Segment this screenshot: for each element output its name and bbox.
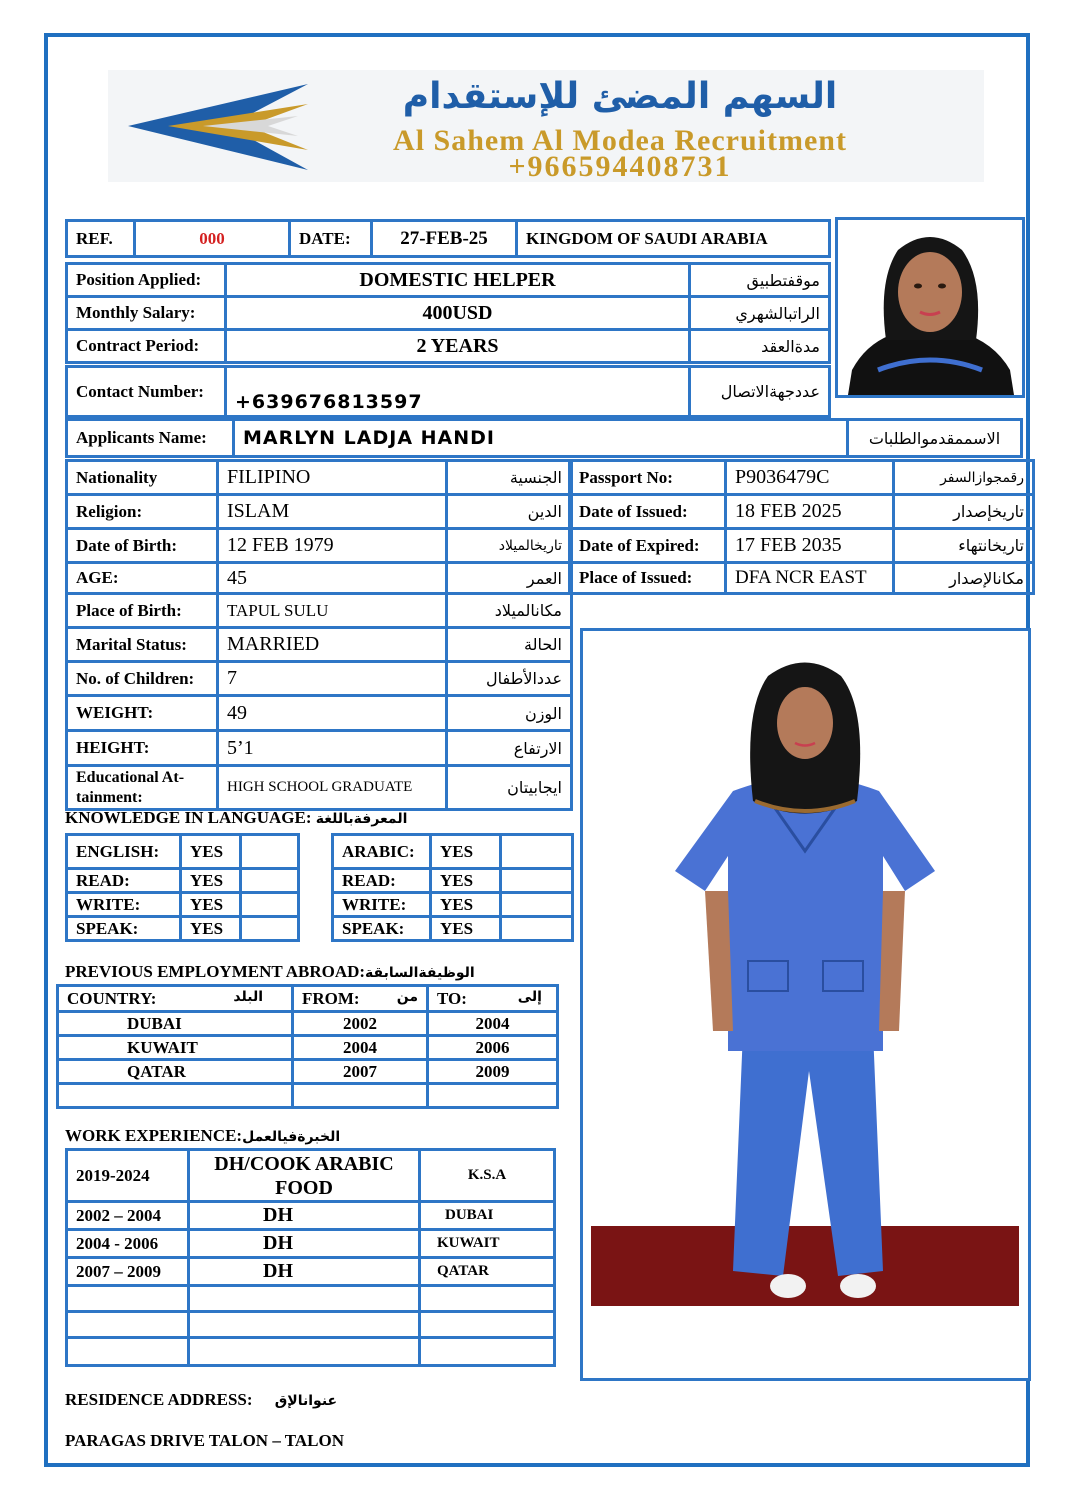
experience-title-ar: الخبرةفيالعمل [242, 1129, 341, 1145]
language-extra-cell [501, 869, 573, 893]
employment-table [56, 984, 559, 1109]
employment-title-ar: الوظيفةالسابقة [365, 965, 475, 981]
language-value: YES [431, 869, 501, 893]
passport-label-ar: مكانالإصدار [894, 563, 1034, 594]
personal-label: No. of Children: [67, 662, 218, 696]
experience-place: KUWAIT [420, 1230, 555, 1258]
contract-value: 2 YEARS [226, 330, 690, 363]
language-label: READ: [67, 869, 181, 893]
experience-title: WORK EXPERIENCE: [65, 1126, 243, 1145]
country-label: KINGDOM OF SAUDI ARABIA [517, 221, 830, 257]
passport-label: Passport No: [570, 461, 726, 495]
arabic-language-table [331, 833, 574, 942]
applicant-portrait-photo [835, 217, 1025, 398]
personal-label: Marital Status: [67, 628, 218, 662]
passport-value: P9036479C [726, 461, 894, 495]
address-label-row [65, 1390, 337, 1410]
company-name-arabic: السهم المضئ للإستقدام [402, 76, 838, 117]
language-label: SPEAK: [333, 917, 431, 941]
experience-empty-cell [67, 1312, 189, 1338]
passport-label: Date of Issued: [570, 495, 726, 529]
country-header-label: COUNTRY: [67, 988, 157, 1008]
employment-empty-cell [293, 1084, 428, 1108]
experience-empty-cell [67, 1338, 189, 1366]
table-row [67, 893, 299, 917]
experience-period: 2002 – 2004 [67, 1202, 189, 1230]
contact-value: +639676813597 [226, 367, 690, 417]
language-label: READ: [333, 869, 431, 893]
experience-place: QATAR [420, 1258, 555, 1286]
employment-from: 2002 [293, 1012, 428, 1036]
employment-empty-cell [428, 1084, 558, 1108]
applicant-name-label-ar: الاسممقدموالطلبات [848, 420, 1022, 457]
position-label-ar: موقفتطبيق [690, 264, 830, 297]
language-title-ar: المعرفةباللغة [315, 811, 408, 827]
table-row [67, 731, 572, 766]
position-label: Position Applied: [67, 264, 226, 297]
contact-label-ar: عددجهةالاتصال [690, 367, 830, 417]
table-row [67, 917, 299, 941]
employment-from: 2007 [293, 1060, 428, 1084]
contract-label: Contract Period: [67, 330, 226, 363]
contract-label-ar: مدةالعقد [690, 330, 830, 363]
header-table [65, 219, 831, 258]
personal-label-ar: الارتفاع [447, 731, 572, 766]
experience-job: DH [189, 1202, 420, 1230]
table-row [67, 495, 572, 529]
table-row [333, 917, 573, 941]
personal-label: Educational At-tainment: [67, 766, 218, 810]
personal-value: 45 [218, 563, 447, 594]
applicant-full-body-photo [580, 628, 1031, 1381]
language-value: YES [431, 835, 501, 869]
language-extra-cell [241, 869, 299, 893]
passport-label-ar: تاريخانتهاء [894, 529, 1034, 563]
personal-label: HEIGHT: [67, 731, 218, 766]
ref-label: REF. [67, 221, 135, 257]
table-row [333, 893, 573, 917]
personal-value: 49 [218, 696, 447, 731]
personal-label-ar: الوزن [447, 696, 572, 731]
employment-to: 2006 [428, 1036, 558, 1060]
experience-job: DH [189, 1230, 420, 1258]
company-name-english: Al Sahem Al Modea Recruitment [393, 124, 847, 157]
table-row [67, 662, 572, 696]
personal-value: HIGH SCHOOL GRADUATE [218, 766, 447, 810]
language-extra-cell [241, 893, 299, 917]
personal-label: WEIGHT: [67, 696, 218, 731]
personal-value: TAPUL SULU [218, 594, 447, 628]
experience-period: 2004 - 2006 [67, 1230, 189, 1258]
contact-table [65, 365, 831, 418]
passport-value: 18 FEB 2025 [726, 495, 894, 529]
personal-label: AGE: [67, 563, 218, 594]
language-label: ARABIC: [333, 835, 431, 869]
personal-label: Date of Birth: [67, 529, 218, 563]
employment-country: KUWAIT [58, 1036, 293, 1060]
language-extra-cell [501, 835, 573, 869]
from-column-header [293, 986, 428, 1012]
personal-label: Religion: [67, 495, 218, 529]
table-row [67, 594, 572, 628]
table-row [67, 1230, 555, 1258]
employment-from: 2004 [293, 1036, 428, 1060]
experience-empty-cell [420, 1312, 555, 1338]
table-row [67, 563, 572, 594]
employment-country: QATAR [58, 1060, 293, 1084]
personal-value: ISLAM [218, 495, 447, 529]
language-value: YES [181, 893, 241, 917]
experience-empty-cell [420, 1286, 555, 1312]
country-header-ar: البلد [233, 988, 263, 1005]
language-title: KNOWLEDGE IN LANGUAGE: [65, 808, 312, 827]
language-extra-cell [501, 917, 573, 941]
experience-empty-cell [67, 1286, 189, 1312]
personal-label-ar: الدين [447, 495, 572, 529]
table-row [333, 835, 573, 869]
salary-value: 400USD [226, 297, 690, 330]
country-column-header [58, 986, 293, 1012]
language-value: YES [431, 917, 501, 941]
company-phone: +966594408731 [508, 150, 732, 183]
table-row [570, 563, 1034, 594]
experience-empty-cell [189, 1338, 420, 1366]
address-value: PARAGAS DRIVE TALON – TALON [65, 1431, 344, 1450]
experience-place: DUBAI [420, 1202, 555, 1230]
employment-section-title [65, 962, 475, 982]
table-row [570, 461, 1034, 495]
table-header-row [58, 986, 558, 1012]
address-label: RESIDENCE ADDRESS: [65, 1390, 253, 1409]
job-table [65, 262, 831, 364]
experience-section-title [65, 1126, 340, 1146]
table-row [58, 1060, 558, 1084]
personal-label: Nationality [67, 461, 218, 495]
passport-label-ar: رقمجوازالسفر [894, 461, 1034, 495]
experience-table [65, 1148, 556, 1367]
table-row [67, 766, 572, 810]
salary-label: Monthly Salary: [67, 297, 226, 330]
experience-job: DH/COOK ARABIC FOOD [189, 1150, 420, 1202]
table-row [67, 1312, 555, 1338]
employment-title: PREVIOUS EMPLOYMENT ABROAD: [65, 962, 366, 981]
to-header-ar: إلى [517, 988, 542, 1005]
table-row [333, 869, 573, 893]
passport-label-ar: تاريخإصدار [894, 495, 1034, 529]
language-label: WRITE: [67, 893, 181, 917]
table-row [67, 1286, 555, 1312]
language-label: ENGLISH: [67, 835, 181, 869]
portrait-image [838, 220, 1022, 395]
experience-job: DH [189, 1258, 420, 1286]
contact-label: Contact Number: [67, 367, 226, 417]
language-value: YES [181, 869, 241, 893]
to-column-header [428, 986, 558, 1012]
table-row [67, 835, 299, 869]
table-row [67, 1202, 555, 1230]
arrow-logo-icon [108, 70, 308, 182]
employment-to: 2004 [428, 1012, 558, 1036]
passport-label: Place of Issued: [570, 563, 726, 594]
passport-value: 17 FEB 2035 [726, 529, 894, 563]
table-row [67, 869, 299, 893]
table-row [67, 461, 572, 495]
language-extra-cell [501, 893, 573, 917]
table-row [67, 1150, 555, 1202]
date-value: 27-FEB-25 [372, 221, 517, 257]
personal-label-ar: تاريخالميلاد [447, 529, 572, 563]
language-extra-cell [241, 835, 299, 869]
salary-label-ar: الراتبالشهري [690, 297, 830, 330]
from-header-ar: من [396, 988, 418, 1005]
date-label: DATE: [290, 221, 372, 257]
experience-place: K.S.A [420, 1150, 555, 1202]
experience-empty-cell [420, 1338, 555, 1366]
personal-value: 12 FEB 1979 [218, 529, 447, 563]
personal-details-table [65, 459, 573, 811]
language-label: WRITE: [333, 893, 431, 917]
ref-value: 000 [135, 221, 290, 257]
table-row [570, 529, 1034, 563]
experience-period: 2007 – 2009 [67, 1258, 189, 1286]
table-row [67, 1338, 555, 1366]
table-row [67, 529, 572, 563]
position-value: DOMESTIC HELPER [226, 264, 690, 297]
address-label-ar: عنوانالإق [274, 1393, 338, 1409]
personal-value: FILIPINO [218, 461, 447, 495]
personal-label-ar: الجنسية [447, 461, 572, 495]
employment-empty-cell [58, 1084, 293, 1108]
experience-empty-cell [189, 1312, 420, 1338]
experience-period: 2019-2024 [67, 1150, 189, 1202]
language-extra-cell [241, 917, 299, 941]
english-language-table [65, 833, 300, 942]
language-value: YES [181, 835, 241, 869]
table-row [58, 1036, 558, 1060]
passport-label: Date of Expired: [570, 529, 726, 563]
experience-empty-cell [189, 1286, 420, 1312]
employment-to: 2009 [428, 1060, 558, 1084]
personal-value: 7 [218, 662, 447, 696]
personal-label: Place of Birth: [67, 594, 218, 628]
passport-value: DFA NCR EAST [726, 563, 894, 594]
to-header-label: TO: [437, 988, 467, 1008]
personal-label-ar: العمر [447, 563, 572, 594]
table-row [67, 1258, 555, 1286]
passport-table [568, 459, 1035, 595]
applicant-name-label: Applicants Name: [67, 420, 234, 457]
personal-value: 5’1 [218, 731, 447, 766]
personal-value: MARRIED [218, 628, 447, 662]
applicant-name-table [65, 418, 1023, 458]
full-body-image [583, 631, 1028, 1378]
language-label: SPEAK: [67, 917, 181, 941]
from-header-label: FROM: [302, 988, 360, 1008]
table-row [570, 495, 1034, 529]
personal-label-ar: عددالأطفال [447, 662, 572, 696]
table-row [67, 628, 572, 662]
language-value: YES [181, 917, 241, 941]
table-row [67, 696, 572, 731]
personal-label-ar: ايجابيتان [447, 766, 572, 810]
personal-label-ar: الحالة [447, 628, 572, 662]
employment-country: DUBAI [58, 1012, 293, 1036]
language-section-title [65, 808, 407, 828]
applicant-name-value: MARLYN LADJA HANDI [234, 420, 848, 457]
table-row [58, 1012, 558, 1036]
personal-label-ar: مكانالميلاد [447, 594, 572, 628]
language-value: YES [431, 893, 501, 917]
table-row [58, 1084, 558, 1108]
